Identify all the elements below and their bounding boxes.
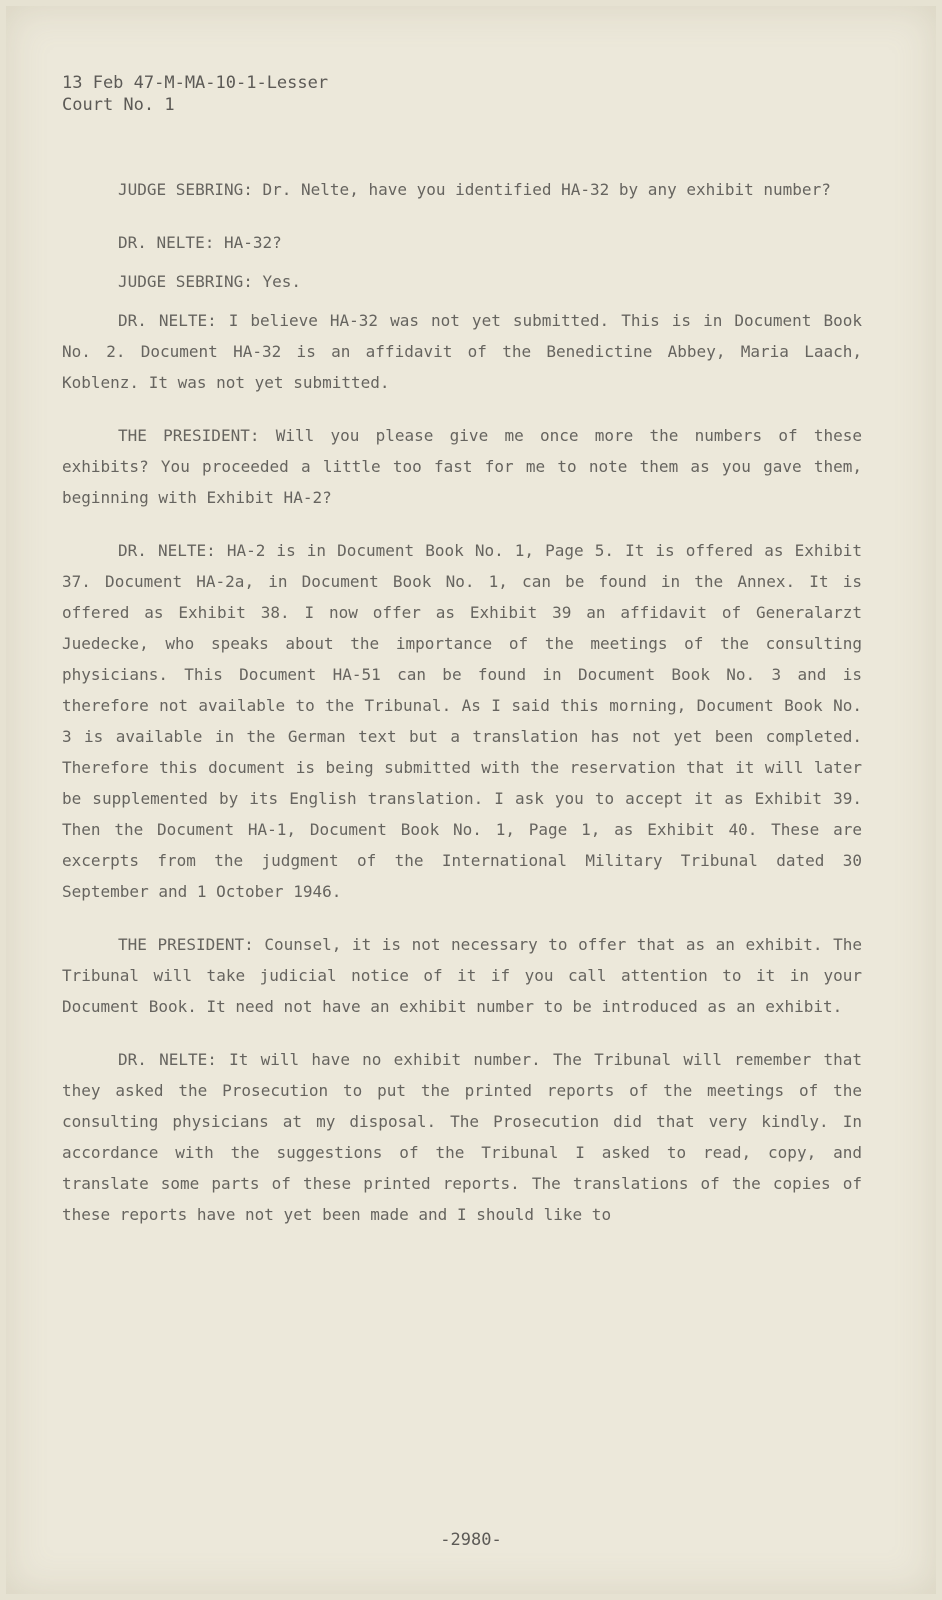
- paragraph-nelte-printed-reports: DR. NELTE: It will have no exhibit number. The Tribunal will remember that they asked the Prosecution to put the printed reports of the meetings of the consulting physicians at my disposal. The Prosecution did that very kindly. In accordance with the suggestions of the Tribunal I asked to read, copy, and translate some parts of these printed reports. The translations of the copies of these reports have not yet been made and I should like to: [62, 1050, 862, 1224]
- paragraph-nelte-not-submitted: DR. NELTE: I believe HA-32 was not yet submitted. This is in Document Book No. 2. Document HA-32 is an affidavit of the Benedictine Abbey, Maria Laach, Koblenz. It was not yet submitted.: [62, 311, 862, 392]
- paragraph-sebring-yes: JUDGE SEBRING: Yes.: [118, 272, 302, 291]
- header-reference: 13 Feb 47-M-MA-10-1-Lesser: [62, 73, 329, 93]
- header-court: Court No. 1: [62, 95, 175, 115]
- paragraph-president-judicial-notice: THE PRESIDENT: Counsel, it is not necessary to offer that as an exhibit. The Tribunal will take judicial notice of it if you call attention to it in your Document Book. It need not have an exhibit number to be introduced as an exhibit.: [62, 935, 862, 1016]
- document-header: [62, 72, 328, 116]
- paragraph-sebring-question: JUDGE SEBRING: Dr. Nelte, have you identified HA-32 by any exhibit number?: [118, 180, 831, 199]
- paragraph-nelte-ha32: DR. NELTE: HA-32?: [118, 233, 282, 252]
- page-number: -2980-: [440, 1530, 502, 1550]
- paragraph-nelte-exhibits: DR. NELTE: HA-2 is in Document Book No. 1, Page 5. It is offered as Exhibit 37. Document HA-2a, in Document Book No. 1, can be found in the Annex. It is offered as Exhibit 38. I now offer as Exhibit 39 an affidavit of Generalarzt Juedecke, who speaks about the importance of the meetings of the consulting physicians. This Document HA-51 can be found in Document Book No. 3 and is therefore not available to the Tribunal. As I said this morning, Document Book No. 3 is available in the German text but a translation has not yet been completed. Therefore this document is being submitted with the reservation that it will later be supplemented by its English translation. I ask you to accept it as Exhibit 39. Then the Document HA-1, Document Book No. 1, Page 1, as Exhibit 40. These are excerpts from the judgment of the International Military Tribunal dated 30 September and 1 October 1946.: [62, 541, 862, 901]
- paragraph-president-numbers: THE PRESIDENT: Will you please give me once more the numbers of these exhibits? You proceeded a little too fast for me to note them as you gave them, beginning with Exhibit HA-2?: [62, 426, 862, 507]
- transcript-body: [62, 174, 862, 1252]
- document-page: [6, 6, 936, 1594]
